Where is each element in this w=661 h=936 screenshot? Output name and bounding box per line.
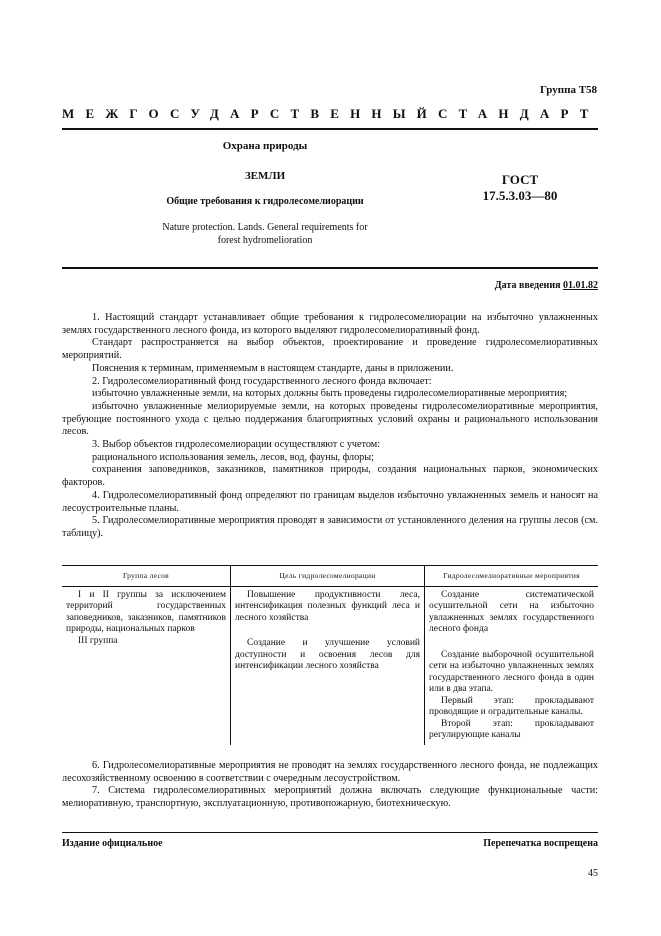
paragraph: рационального использования земель, лесов, вод, фауны, флоры; [92,451,374,463]
gost-number [470,172,570,204]
table-header-cell: Цель гидролесомелиорации [231,566,425,587]
gost-code: 17.5.3.03—80 [482,188,558,203]
paragraph: 2. Гидролесомелиоративный фонд государственного лесного фонда включает: [92,375,432,387]
english-title [120,221,410,247]
table-header-cell: Гидролесомелиоративные мероприятия [425,566,599,587]
cell-text: Второй этап: прокладывают регулирующие каналы [429,718,594,740]
title-block [120,140,410,247]
page-number: 45 [588,868,598,879]
table-header-cell: Группа лесов [62,566,231,587]
cell-text: Первый этап: прокладывают проводящие и оградительные каналы. [429,695,594,717]
gost-label: ГОСТ [501,172,539,187]
table-cell-goal [231,586,425,745]
title-line-1: Охрана природы [222,140,308,152]
paragraph: 5. Гидролесомелиоративные мероприятия проводят в зависимости от установленного деления на группы лесов (см. таблицу). [62,515,598,539]
standard-banner [62,106,598,122]
paragraph: 7. Система гидролесомелиоративных мероприятий должна включать следующие функциональные части: мелиоративную, транспортную, эксплуатационную, противопожарную, биотехническую. [62,785,598,810]
title-line-3: Общие требования к гидролесомелиорации [166,196,364,207]
table-row [62,586,598,745]
cell-text: I и II группы за исключением территорий государственных заповедников, заказников, памятников природы, национальных парков [66,589,226,634]
footer-rule [62,832,598,833]
paragraph: 3. Выбор объектов гидролесомелиорации осуществляют с учетом: [92,439,381,451]
paragraph: Стандарт распространяется на выбор объектов, проектирование и проведение гидролесомелиоративных мероприятий. [62,337,598,362]
paragraph: 6. Гидролесомелиоративные мероприятия не проводят на землях государственного лесного фонда, не подлежащих лесохозяйственному освоению в соответствии с очередным лесоустройством. [62,760,598,784]
reprint-notice: Перепечатка воспрещена [483,838,598,849]
cell-text: III группа [78,635,118,646]
english-title-2: forest hydromelioration [217,235,313,246]
title-line-2: ЗЕМЛИ [244,170,286,182]
table-header-row [62,566,598,587]
english-title-1: Nature protection. Lands. General requirements for [162,222,368,233]
group-code: Группа Т58 [540,84,598,96]
table-cell-measures [425,586,599,745]
cell-text: Создание и улучшение условий доступности и освоения лесов для интенсификации лесного хозяйства [235,638,420,671]
paragraph: избыточно увлажненные мелиорируемые земли, на которых проведены гидролесомелиоративные мероприятия, требующие постоянного ухода с целью поддержания благоприятных условий охраны и рационального использования лесов. [62,400,598,438]
paragraph: 4. Гидролесомелиоративный фонд определяют по границам выделов избыточно увлажненных земель и наносят на лесоустроительные планы. [62,489,598,514]
cell-text: Создание систематической осушительной сети на избыточно увлажненных землях государственного лесного фонда [429,589,594,634]
table-cell-group [62,586,231,745]
header-rule [62,267,598,269]
banner-right: СТАНДАРТ [438,106,600,121]
banner-left: МЕЖГОСУДАРСТВЕННЫЙ [62,106,438,121]
effective-date [495,280,598,291]
closing-text [62,760,598,811]
cell-text: Повышение продуктивности леса, интенсификация полезных функций леса и лесного хозяйства [235,589,420,623]
groups-table [62,565,598,745]
paragraph: избыточно увлажненные земли, на которых должны быть проведены гидролесомелиоративные мероприятия; [92,388,568,400]
paragraph: Пояснения к терминам, применяемым в настоящем стандарте, даны в приложении. [92,362,454,374]
paragraph: 1. Настоящий стандарт устанавливает общие требования к гидролесомелиорации на избыточно увлажненных землях государственного лесного фонда, из которого выделяют гидролесомелиоративный фонд. [62,312,598,336]
official-edition: Издание официальное [62,838,163,849]
body-text [62,312,598,541]
date-value: 01.01.82 [563,280,598,291]
cell-text: Создание выборочной осушительной сети на избыточно увлажненных землях государственного лесного фонда в один или в два этапа. [429,649,594,694]
top-rule [62,128,598,130]
paragraph: сохранения заповедников, заказников, памятников природы, создания национальных парков, экономических факторов. [62,464,598,489]
date-label: Дата введения [494,280,561,291]
